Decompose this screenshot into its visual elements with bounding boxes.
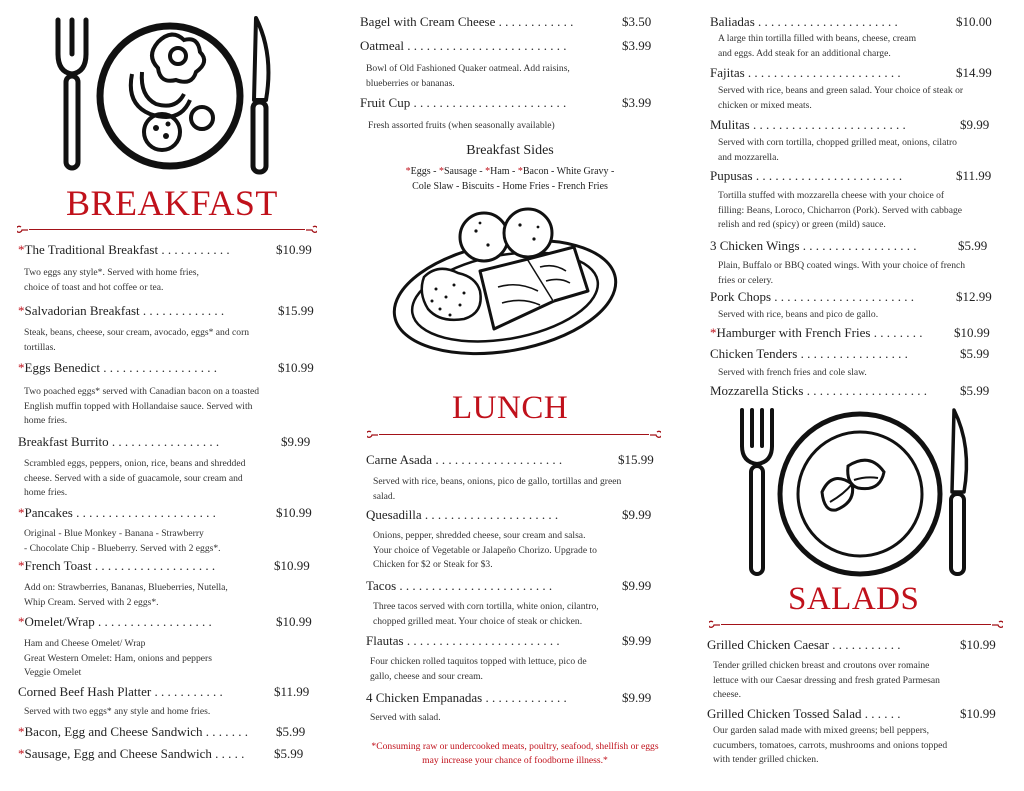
item-name: Mulitas bbox=[710, 117, 750, 132]
item-name: Bacon, Egg and Cheese Sandwich bbox=[24, 724, 203, 739]
item-price: $11.99 bbox=[956, 168, 992, 183]
item-price: $5.99 bbox=[274, 746, 304, 761]
item-name: Pork Chops bbox=[710, 289, 772, 304]
item-price: $10.99 bbox=[276, 614, 312, 629]
item-price: $14.99 bbox=[956, 65, 992, 80]
item-price: $11.99 bbox=[274, 684, 310, 699]
item-description: Bowl of Old Fashioned Quaker oatmeal. Add raisins, blueberries or bananas. bbox=[366, 63, 570, 89]
item-price: $10.99 bbox=[276, 505, 312, 520]
item-name: French Toast bbox=[24, 558, 92, 573]
item-price: $10.99 bbox=[276, 242, 312, 257]
item-name: Mozzarella Sticks bbox=[710, 383, 804, 398]
item-description: Three tacos served with corn tortilla, white onion, cilantro, chopped grilled meat. Your choice of steak or chicken. bbox=[373, 601, 599, 627]
item-description: Tender grilled chicken breast and croutons over romaine lettuce with our Caesar dressing and fresh grated Parmesan cheese. bbox=[713, 660, 940, 700]
item-description: Two poached eggs* served with Canadian bacon on a toasted English muffin topped with Hollandaise sauce. Served with home fries. bbox=[24, 386, 260, 426]
item-description: Ham and Cheese Omelet/ Wrap Great Western Omelet: Ham, onions and peppers Veggie Omelet bbox=[24, 638, 212, 678]
item-price: $9.99 bbox=[960, 117, 990, 132]
item-description: Served with rice, beans, onions, pico de gallo, tortillas and green salad. bbox=[373, 476, 622, 502]
item-name: Fajitas bbox=[710, 65, 745, 80]
item-name: Salvadorian Breakfast bbox=[24, 303, 140, 318]
item-price: $9.99 bbox=[622, 633, 652, 648]
breakfast-sides-title: Breakfast Sides bbox=[466, 143, 554, 158]
item-description: Two eggs any style*. Served with home fries, choice of toast and hot coffee or tea. bbox=[24, 267, 199, 293]
item-price: $3.50 bbox=[622, 14, 652, 29]
item-price: $5.99 bbox=[958, 238, 988, 253]
item-description: Served with two eggs* any style and home fries. bbox=[24, 706, 211, 717]
item-description: Our garden salad made with mixed greens; bell peppers, cucumbers, tomatoes, carrots, mushrooms and onions topped with tender grilled chicken. bbox=[713, 725, 948, 765]
item-name: Chicken Tenders bbox=[710, 346, 798, 361]
breakfast-heading: BREAKFAST bbox=[66, 183, 278, 223]
item-description: Onions, pepper, shredded cheese, sour cream and salsa. Your choice of Vegetable or Jalapeño Chorizo. Upgrade to Chicken for $2 or Steak for $3. bbox=[373, 530, 597, 570]
item-description: Steak, beans, cheese, sour cream, avocado, eggs* and corn tortillas. bbox=[24, 327, 250, 353]
sides-line-2: Cole Slaw - Biscuits - Home Fries - French Fries bbox=[412, 181, 608, 192]
breakfast-sides-list bbox=[355, 164, 665, 194]
lunch-plate-illustration bbox=[388, 205, 623, 370]
item-description: Scrambled eggs, peppers, onion, rice, beans and shredded cheese. Served with a side of guacamole, sour cream and home fries. bbox=[24, 458, 246, 498]
lunch-divider bbox=[367, 429, 661, 441]
item-name: Sausage, Egg and Cheese Sandwich bbox=[24, 746, 212, 761]
item-name: The Traditional Breakfast bbox=[24, 242, 159, 257]
item-name: Corned Beef Hash Platter bbox=[18, 684, 152, 699]
salads-divider bbox=[709, 619, 1003, 631]
item-name: Carne Asada bbox=[366, 452, 433, 467]
item-name: Omelet/Wrap bbox=[24, 614, 95, 629]
item-price: $5.99 bbox=[960, 383, 990, 398]
breakfast-divider bbox=[17, 224, 317, 236]
salads-heading: SALADS bbox=[788, 581, 920, 617]
item-name: Grilled Chicken Tossed Salad bbox=[707, 706, 862, 721]
item-name: Fruit Cup bbox=[360, 95, 411, 110]
item-name: Bagel with Cream Cheese bbox=[360, 14, 496, 29]
item-description: Served with corn tortilla, chopped grilled meat, onions, cilatro and mozzarella. bbox=[718, 137, 957, 163]
item-price: $5.99 bbox=[960, 346, 990, 361]
item-price: $10.00 bbox=[956, 14, 992, 29]
item-price: $10.99 bbox=[278, 360, 314, 375]
item-name: Baliadas bbox=[710, 14, 755, 29]
item-description: Served with rice, beans and green salad. Your choice of steak or chicken or mixed meats. bbox=[718, 85, 964, 111]
item-price: $12.99 bbox=[956, 289, 992, 304]
item-name: Quesadilla bbox=[366, 507, 422, 522]
item-price: $3.99 bbox=[622, 95, 652, 110]
item-description: Add on: Strawberries, Bananas, Blueberries, Nutella, Whip Cream. Served with 2 eggs*. bbox=[24, 582, 228, 608]
item-name: Pancakes bbox=[24, 505, 73, 520]
lunch-heading: LUNCH bbox=[452, 390, 569, 426]
foodborne-illness-warning: *Consuming raw or undercooked meats, poultry, seafood, shellfish or eggs may increase your chance of foodborne illness.* bbox=[371, 741, 659, 766]
item-description: Plain, Buffalo or BBQ coated wings. With your choice of french fries or celery. bbox=[718, 260, 966, 286]
raw-warning-star: * bbox=[18, 242, 25, 257]
item-description: Fresh assorted fruits (when seasonally available) bbox=[368, 120, 555, 131]
item-name: Oatmeal bbox=[360, 38, 405, 53]
item-name: Flautas bbox=[366, 633, 404, 648]
item-name: Tacos bbox=[366, 578, 397, 593]
item-name: 4 Chicken Empanadas bbox=[366, 690, 483, 705]
item-name: Pupusas bbox=[710, 168, 753, 183]
item-price: $9.99 bbox=[622, 507, 652, 522]
item-description: Served with french fries and cole slaw. bbox=[718, 367, 867, 378]
item-price: $10.99 bbox=[954, 325, 990, 340]
item-price: $9.99 bbox=[622, 690, 652, 705]
sides-line-1: *Eggs - *Sausage - *Ham - *Bacon - White Gravy - bbox=[405, 166, 615, 177]
item-price: $5.99 bbox=[276, 724, 306, 739]
item-price: $9.99 bbox=[281, 434, 311, 449]
breakfast-plate-illustration bbox=[50, 14, 275, 182]
item-price: $10.99 bbox=[960, 637, 996, 652]
item-description: Four chicken rolled taquitos topped with lettuce, pico de gallo, cheese and sour cream. bbox=[370, 656, 587, 682]
item-price: $15.99 bbox=[278, 303, 314, 318]
item-name: 3 Chicken Wings bbox=[710, 238, 800, 253]
item-name: Breakfast Burrito bbox=[18, 434, 109, 449]
item-price: $3.99 bbox=[622, 38, 652, 53]
item-price: $9.99 bbox=[622, 578, 652, 593]
item-name: Eggs Benedict bbox=[24, 360, 100, 375]
item-name: Hamburger with French Fries bbox=[716, 325, 871, 340]
item-description: Served with rice, beans and pico de gallo. bbox=[718, 309, 879, 320]
salad-plate-illustration bbox=[736, 406, 976, 581]
item-name: Grilled Chicken Caesar bbox=[707, 637, 830, 652]
item-description: Original - Blue Monkey - Banana - Strawberry - Chocolate Chip - Blueberry. Served with 2 eggs*. bbox=[24, 528, 221, 554]
item-description: A large thin tortilla filled with beans, cheese, cream and eggs. Add steak for an additional charge. bbox=[718, 33, 917, 59]
item-description: Served with salad. bbox=[370, 712, 441, 723]
item-price: $10.99 bbox=[960, 706, 996, 721]
item-price: $10.99 bbox=[274, 558, 310, 573]
item-price: $15.99 bbox=[618, 452, 654, 467]
item-description: Tortilla stuffed with mozzarella cheese with your choice of filling: Beans, Loroco, Chicharron (Pork). Served with cabbage relish and red (spicy) or green (mild) sauce. bbox=[718, 190, 963, 230]
